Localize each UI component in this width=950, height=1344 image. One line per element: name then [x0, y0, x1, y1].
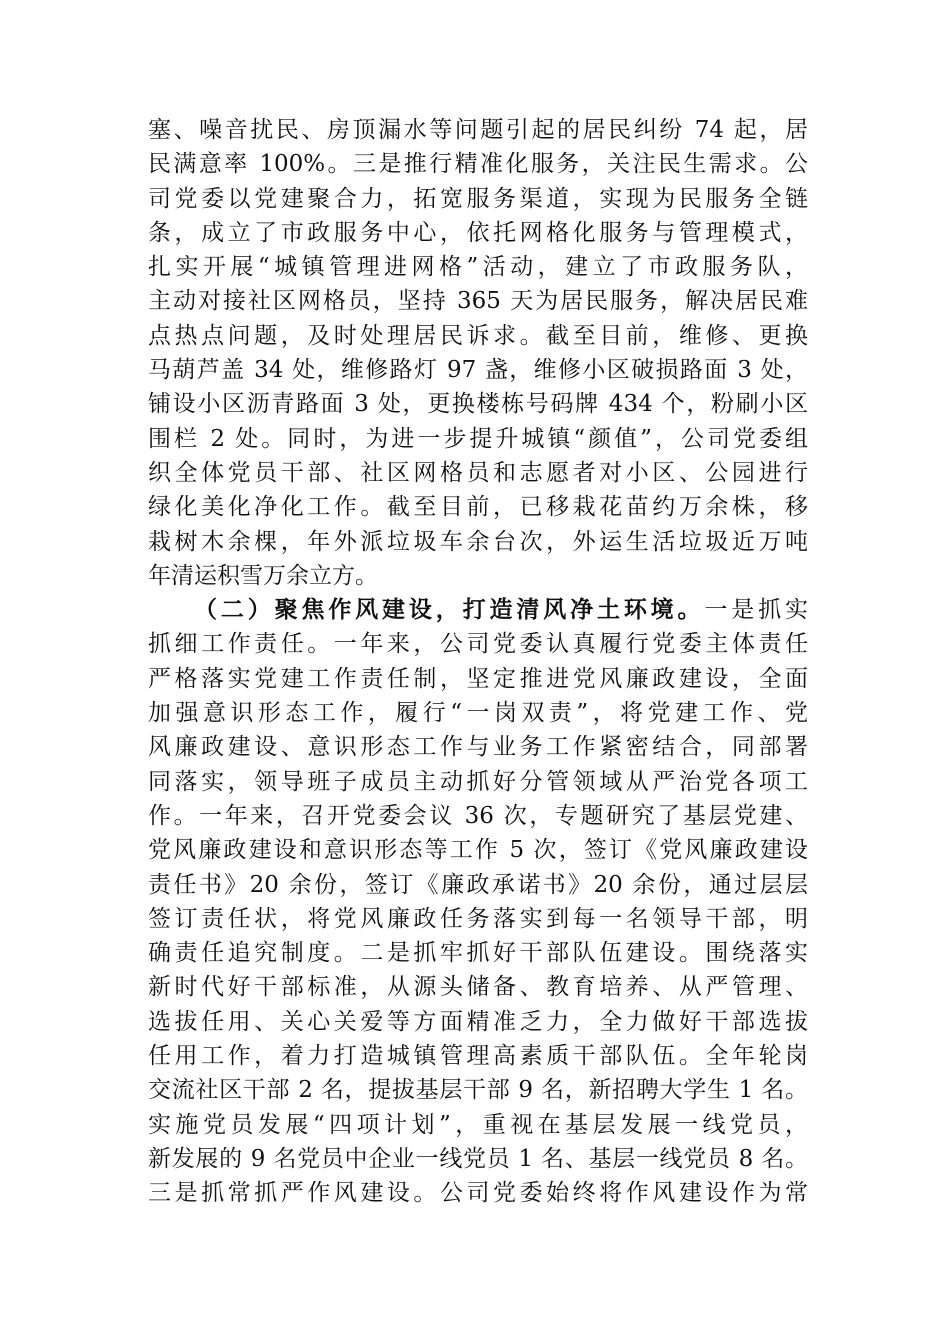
text-line: 抓细工作责任。一年来，公司党委认真履行党委主体责任: [148, 631, 808, 658]
text-line: 加强意识形态工作，履行“一岗双责”，将党建工作、党: [148, 700, 808, 727]
text-line: 扎实开展“城镇管理进网格”活动，建立了市政服务队，: [148, 254, 808, 281]
text-line: 严格落实党建工作责任制，坚定推进党风廉政建设，全面: [148, 665, 808, 692]
section-heading: （二）聚焦作风建设，打造清风净土环境。: [194, 596, 705, 624]
text-line: 主动对接社区网格员，坚持 365 天为居民服务，解决居民难: [148, 288, 808, 315]
text-line: 塞、噪音扰民、房顶漏水等问题引起的居民纠纷 74 起，居: [148, 117, 808, 143]
paragraph-2-first-line: [148, 593, 808, 627]
text-line: 民满意率 100%。三是推行精准化服务，关注民生需求。公: [148, 151, 808, 178]
text-line: 三是抓常抓严作风建设。公司党委始终将作风建设作为常: [148, 1180, 808, 1207]
paragraph-1: [148, 113, 808, 593]
text-line: 新时代好干部标准，从源头储备、教育培养、从严管理、: [148, 974, 808, 1001]
text-line: 签订责任状，将党风廉政任务落实到每一名领导干部，明: [148, 905, 808, 932]
text-line: 栽树木余棵，年外派垃圾车余台次，外运生活垃圾近万吨: [148, 528, 808, 555]
text-line: 马葫芦盖 34 处，维修路灯 97 盏，维修小区破损路面 3 处，: [148, 357, 808, 384]
text-line: 绿化美化净化工作。截至目前，已移栽花苗约万余株，移: [148, 494, 808, 521]
text-line: 点热点问题，及时处理居民诉求。截至目前，维修、更换: [148, 322, 808, 349]
text-line: 交流社区干部 2 名，提拔基层干部 9 名，新招聘大学生 1 名。: [148, 1077, 808, 1104]
text-line: 确责任追究制度。二是抓牢抓好干部队伍建设。围绕落实: [148, 940, 808, 967]
document-body: [148, 113, 808, 1211]
text-line: 司党委以党建聚合力，拓宽服务渠道，实现为民服务全链: [148, 185, 808, 212]
text-line: 责任书》20 余份，签订《廉政承诺书》20 余份，通过层层: [148, 871, 808, 898]
text-line: 作。一年来，召开党委会议 36 次，专题研究了基层党建、: [148, 802, 808, 829]
text-line: 实施党员发展“四项计划”，重视在基层发展一线党员，: [148, 1111, 808, 1138]
text-line: 风廉政建设、意识形态工作与业务工作紧密结合，同部署: [148, 734, 808, 761]
text-run: 一是抓实: [704, 597, 809, 624]
text-line: 党风廉政建设和意识形态等工作 5 次，签订《党风廉政建设: [148, 837, 808, 864]
text-line: 织全体党员干部、社区网格员和志愿者对小区、公园进行: [148, 459, 808, 486]
text-line: 年清运积雪万余立方。: [148, 562, 378, 589]
text-line: 同落实，领导班子成员主动抓好分管领域从严治党各项工: [148, 768, 808, 795]
text-line: 围栏 2 处。同时，为进一步提升城镇“颜值”，公司党委组: [148, 425, 808, 452]
paragraph-2: [148, 593, 808, 1210]
text-line: 铺设小区沥青路面 3 处，更换楼栋号码牌 434 个，粉刷小区: [148, 391, 808, 418]
text-line: 新发展的 9 名党员中企业一线党员 1 名、基层一线党员 8 名。: [148, 1145, 808, 1172]
text-line: 选拔任用、关心关爱等方面精准乏力，全力做好干部选拔: [148, 1008, 808, 1035]
text-line: 条，成立了市政服务中心，依托网格化服务与管理模式，: [148, 219, 808, 246]
text-line: 任用工作，着力打造城镇管理高素质干部队伍。全年轮岗: [148, 1043, 808, 1070]
